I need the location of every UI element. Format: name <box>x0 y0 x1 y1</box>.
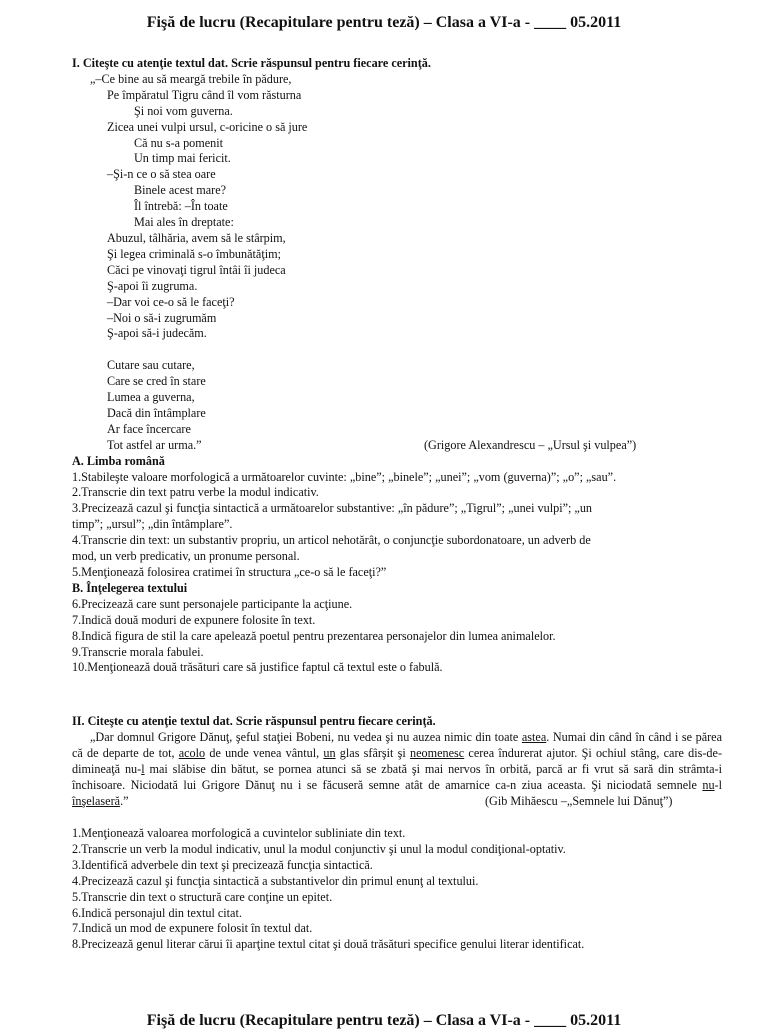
poem-line: Căci pe vinovaţi tigrul întâi îi judeca <box>107 262 286 277</box>
poem-line: Binele acest mare? <box>134 183 227 198</box>
poem <box>72 72 722 454</box>
poem-attribution: (Grigore Alexandrescu – „Ursul şi vulpea”) <box>424 437 637 452</box>
list-item: 4.Transcrie din text: un substantiv propriu, un articol nehotărât, o conjuncţie subordonatoare, un adverb de <box>72 533 591 548</box>
underlined-word: astea <box>521 729 547 744</box>
list-item: 7.Indică două moduri de expunere folosite în text. <box>72 612 316 627</box>
list-item: 8.Precizează genul literar cărui îi aparţine textul citat şi două trăsături specifice genului literar identificat. <box>72 937 585 952</box>
next-page-title: Fişă de lucru (Recapitulare pentru teză) – Clasa a VI-a - ____ 05.2011 <box>146 1012 622 1029</box>
list-item: 1.Menţionează valoarea morfologică a cuvintelor subliniate din text. <box>72 826 406 840</box>
poem-line: –Şi-n ce o să stea oare <box>107 167 216 182</box>
part-b-heading: B. Înţelegerea textului <box>72 580 188 595</box>
prose-text: cerea îndurerat ajutor. Şi ochiul stâng, care dis-de-dimineaţă nu- <box>72 745 722 776</box>
prose-text: .” <box>120 793 129 808</box>
list-item: 5.Transcrie din text o structură care conţine un epitet. <box>72 889 333 904</box>
poem-line: Care se cred în stare <box>107 374 206 389</box>
poem-line: „–Ce bine au să meargă trebile în pădure, <box>90 71 292 86</box>
underlined-word: un <box>323 745 336 760</box>
list-item: 4.Precizează cazul şi funcţia sintactică a substantivelor din primul enunţ al textului. <box>72 873 479 888</box>
poem-line: Pe împăratul Tigru când îl vom răsturna <box>107 87 302 102</box>
part-a-list <box>72 470 722 581</box>
poem-line: Ş-apoi să-i judecăm. <box>107 326 207 341</box>
poem-line: Şi noi vom guverna. <box>134 103 233 118</box>
list-item: mod, un verb predicativ, un pronume personal. <box>72 549 300 564</box>
prose-excerpt <box>72 730 722 810</box>
underlined-word: înşelaseră <box>72 793 121 808</box>
list-item: 3.Precizează cazul şi funcţia sintactică a următoarelor substantive: „în pădure”; „Tigrul”; „unei vulpi”; „un <box>72 501 593 516</box>
section-1 <box>72 56 722 676</box>
poem-line: Tot astfel ar urma.” <box>107 437 202 452</box>
section-1-heading: I. Citeşte cu atenţie textul dat. Scrie răspunsul pentru fiecare cerinţă. <box>72 56 431 70</box>
prose-text: mai slăbise din bătut, se pornea atunci să se zbată şi mai nervos în orbită, parcă ar fi vrut să sară din strâmta-i închisoare. Niciodată lui Grigore Dănuţ nu i se făcuseră semne atât de amarnice ca-n ziua aceasta. Şi niciodată semnele <box>72 761 722 792</box>
list-item: 3.Identifică adverbele din text şi precizează funcţia sintactică. <box>72 857 373 872</box>
section-2 <box>72 714 722 809</box>
list-item: 6.Indică personajul din textul citat. <box>72 905 242 920</box>
list-item: 10.Menţionează două trăsături care să justifice faptul că textul este o fabulă. <box>72 660 443 675</box>
section-2-questions <box>72 826 722 953</box>
list-item: 6.Precizează care sunt personajele participante la acţiune. <box>72 596 353 611</box>
underlined-word: nu <box>702 777 715 792</box>
prose-attribution: (Gib Mihăescu –„Semnele lui Dănuţ”) <box>485 793 673 808</box>
prose-text: -l <box>714 777 722 792</box>
part-b-list <box>72 597 722 677</box>
stanza-gap <box>72 342 722 358</box>
poem-line: Abuzul, tâlhăria, avem să le stârpim, <box>107 230 286 245</box>
poem-last-line-row <box>72 438 722 454</box>
section-2-heading: II. Citeşte cu atenţie textul dat. Scrie răspunsul pentru fiecare cerinţă. <box>72 714 436 728</box>
poem-line: Ar face încercare <box>107 421 191 436</box>
prose-text: glas sfârşit şi <box>335 745 411 760</box>
list-item: 2.Transcrie un verb la modul indicativ, unul la modul conjunctiv şi unul la modul condiţional-optativ. <box>72 841 566 856</box>
list-item: 1.Stabileşte valoare morfologică a următoarelor cuvinte: „bine”; „binele”; „unei”; „vom (guverna)”; „o”; „sau”. <box>72 469 617 484</box>
underlined-word: l <box>141 761 145 776</box>
poem-line: Dacă din întâmplare <box>107 405 206 420</box>
underlined-word: acolo <box>178 745 206 760</box>
poem-line: Cutare sau cutare, <box>107 358 195 373</box>
prose-text: . Numai din când în când i se părea că de departe de tot, <box>72 729 722 760</box>
list-item: timp”; „ursul”; „din întâmplare”. <box>72 517 233 532</box>
list-item: 9.Transcrie morala fabulei. <box>72 644 204 659</box>
page-title: Fişă de lucru (Recapitulare pentru teză) – Clasa a VI-a - ____ 05.2011 <box>146 14 622 31</box>
list-item: 8.Indică figura de stil la care apelează poetul pentru prezentarea personajelor din lumea animalelor. <box>72 628 556 643</box>
prose-text: de unde venea vântul, <box>205 745 324 760</box>
poem-line: Şi legea criminală s-o îmbunătăţim; <box>107 246 281 261</box>
underlined-word: neomenesc <box>410 745 465 760</box>
poem-line: Mai ales în dreptate: <box>134 215 234 230</box>
list-item: 2.Transcrie din text patru verbe la modul indicativ. <box>72 485 319 500</box>
part-a-heading: A. Limba română <box>72 453 165 468</box>
prose-text: „Dar domnul Grigore Dănuţ, şeful staţiei Bobeni, nu vedea şi nu auzea nimic din toate <box>90 729 522 744</box>
poem-line: –Dar voi ce-o să le faceţi? <box>107 294 235 309</box>
poem-line: Că nu s-a pomenit <box>134 135 224 150</box>
poem-line: Zicea unei vulpi ursul, c-oricine o să jure <box>107 119 308 134</box>
list-item: 5.Menţionează folosirea cratimei în structura „ce-o să le faceţi?” <box>72 564 387 579</box>
poem-line: –Noi o să-i zugrumăm <box>107 310 217 325</box>
poem-line: Ş-apoi îi zugruma. <box>107 278 198 293</box>
list-item: 7.Indică un mod de expunere folosit în textul dat. <box>72 921 313 936</box>
poem-line: Un timp mai fericit. <box>134 151 231 166</box>
poem-line: Îl întrebă: –În toate <box>134 199 228 214</box>
poem-line: Lumea a guverna, <box>107 390 195 405</box>
